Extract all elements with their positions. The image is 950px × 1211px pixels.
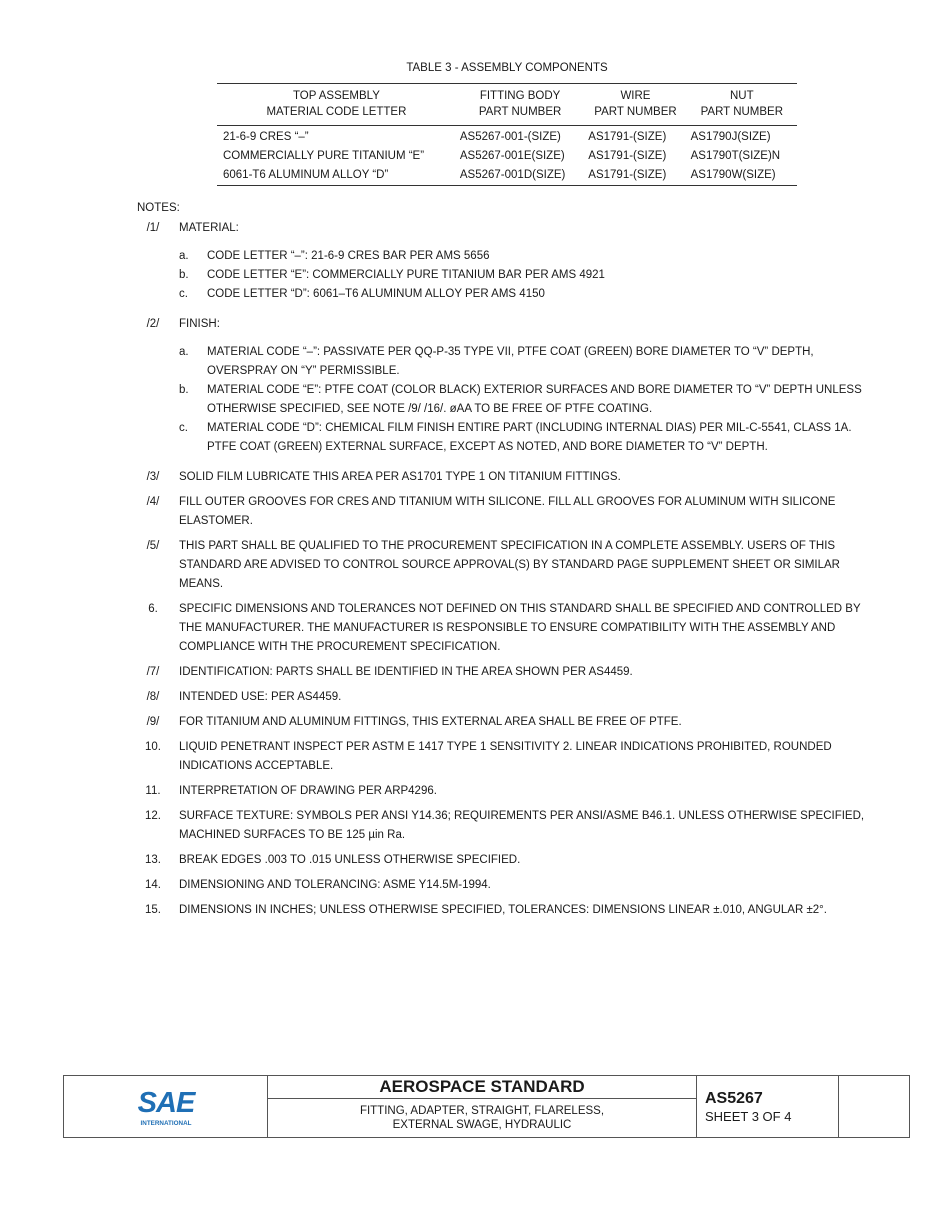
- table-cell: AS1791-(SIZE): [588, 169, 667, 181]
- note-item: [137, 663, 867, 682]
- note-number: /2/: [146, 318, 160, 330]
- logo-text: SAE: [137, 1087, 195, 1119]
- doc-number-cell: [697, 1076, 839, 1137]
- note-subitem: [179, 381, 867, 419]
- note-number: /4/: [146, 496, 160, 508]
- sae-logo: [134, 1085, 198, 1129]
- note-text: SPECIFIC DIMENSIONS AND TOLERANCES NOT DEFINED ON THIS STANDARD SHALL BE SPECIFIED AND CONTROLLED BY THE MANUFACTURER. THE MANUFACTURER IS RESPONSIBLE TO ENSURE COMPATIBILITY WITH THE ASSEMBLY AND COMPLIANCE WITH THE PROCUREMENT SPECIFICATION.: [179, 603, 861, 653]
- note-text: INTERPRETATION OF DRAWING PER ARP4296.: [179, 785, 437, 797]
- subitem-text: CODE LETTER “D”: 6061–T6 ALUMINUM ALLOY PER AMS 4150: [207, 288, 545, 300]
- column-header-line: TOP ASSEMBLY: [292, 90, 380, 102]
- subitem-letter: b.: [179, 269, 189, 281]
- column-header: [687, 84, 797, 126]
- logo-subtext: INTERNATIONAL: [140, 1120, 192, 1127]
- table-cell: AS1790J(SIZE): [690, 131, 771, 143]
- note-text: IDENTIFICATION: PARTS SHALL BE IDENTIFIED IN THE AREA SHOWN PER AS4459.: [179, 666, 633, 678]
- note-item: [137, 468, 867, 487]
- table-cell: 21-6-9 CRES “–”: [223, 131, 309, 143]
- column-header-line: PART NUMBER: [594, 106, 677, 118]
- note-subitem: [179, 343, 867, 381]
- note-text: SURFACE TEXTURE: SYMBOLS PER ANSI Y14.36; REQUIREMENTS PER ANSI/ASME B46.1. UNLESS OTHERWISE SPECIFIED, MACHINED SURFACES TO BE 125 µin Ra.: [179, 810, 865, 841]
- note-subitem: [179, 247, 867, 266]
- column-header: [456, 84, 584, 126]
- note-item: [137, 688, 867, 707]
- note-item: [137, 851, 867, 870]
- note-text: FOR TITANIUM AND ALUMINUM FITTINGS, THIS EXTERNAL AREA SHALL BE FREE OF PTFE.: [179, 716, 682, 728]
- table-cell: AS1790T(SIZE)N: [690, 150, 781, 162]
- note-item: [137, 493, 867, 531]
- note-text: MATERIAL:: [179, 222, 239, 234]
- note-number: /1/: [146, 222, 160, 234]
- description-line-2: EXTERNAL SWAGE, HYDRAULIC: [392, 1119, 572, 1131]
- note-text: LIQUID PENETRANT INSPECT PER ASTM E 1417 TYPE 1 SENSITIVITY 2. LINEAR INDICATIONS PROHIBITED, ROUNDED INDICATIONS ACCEPTABLE.: [179, 741, 832, 772]
- note-subitem: [179, 419, 867, 457]
- notes-heading: NOTES:: [137, 202, 180, 214]
- note-subitem: [179, 285, 867, 304]
- notes-list: [137, 219, 867, 920]
- sheet-number: SHEET 3 OF 4: [705, 1109, 792, 1124]
- title-block: [63, 1075, 910, 1138]
- table-cell: AS5267-001D(SIZE): [459, 169, 566, 181]
- table-cell: AS5267-001-(SIZE): [459, 131, 561, 143]
- note-number: /8/: [146, 691, 160, 703]
- table-cell: AS1791-(SIZE): [588, 131, 667, 143]
- note-number: /5/: [146, 540, 160, 552]
- table-row: [217, 166, 797, 186]
- note-text: FILL OUTER GROOVES FOR CRES AND TITANIUM WITH SILICONE. FILL ALL GROOVES FOR ALUMINUM WITH SILICONE ELASTOMER.: [179, 496, 836, 527]
- note-number: 13.: [145, 854, 161, 866]
- table-cell: AS5267-001E(SIZE): [459, 150, 565, 162]
- subitem-text: MATERIAL CODE “E”: PTFE COAT (COLOR BLACK) EXTERIOR SURFACES AND BORE DIAMETER TO “V” DEPTH UNLESS OTHERWISE SPECIFIED, SEE NOTE /9/ /16/. øAA TO BE FREE OF PTFE COATING.: [207, 384, 862, 415]
- column-header: [584, 84, 686, 126]
- note-text: INTENDED USE: PER AS4459.: [179, 691, 342, 703]
- table-cell: AS1791-(SIZE): [588, 150, 667, 162]
- note-item: [137, 315, 867, 457]
- column-header-line: WIRE: [620, 90, 651, 102]
- column-header-line: PART NUMBER: [700, 106, 784, 118]
- note-number: 15.: [145, 904, 161, 916]
- title-cell: [268, 1076, 697, 1137]
- note-item: [137, 600, 867, 657]
- subitem-text: MATERIAL CODE “–”: PASSIVATE PER QQ-P-35 TYPE VII, PTFE COAT (GREEN) BORE DIAMETER TO “V” DEPTH, OVERSPRAY ON “Y” PERMISSIBLE.: [207, 346, 814, 377]
- note-number: /9/: [146, 716, 160, 728]
- note-subitem: [179, 266, 867, 285]
- revision-cell: [839, 1076, 909, 1137]
- note-item: [137, 219, 867, 304]
- table-header-row: [217, 84, 797, 126]
- note-number: 14.: [145, 879, 161, 891]
- subitem-letter: b.: [179, 384, 189, 396]
- table-cell: AS1790W(SIZE): [690, 169, 776, 181]
- subitem-letter: a.: [179, 250, 189, 262]
- note-item: [137, 713, 867, 732]
- subitem-letter: c.: [179, 288, 188, 300]
- note-subitems: [179, 247, 867, 304]
- note-item: [137, 876, 867, 895]
- note-number: /3/: [146, 471, 160, 483]
- column-header-line: NUT: [730, 90, 754, 102]
- column-header: [217, 84, 456, 126]
- note-text: DIMENSIONING AND TOLERANCING: ASME Y14.5M-1994.: [179, 879, 491, 891]
- logo-cell: [64, 1076, 268, 1137]
- subitem-text: CODE LETTER “E”: COMMERCIALLY PURE TITANIUM BAR PER AMS 4921: [207, 269, 605, 281]
- note-item: [137, 807, 867, 845]
- table-cell: 6061-T6 ALUMINUM ALLOY “D”: [223, 169, 389, 181]
- note-item: [137, 782, 867, 801]
- table-row: [217, 147, 797, 166]
- table-row: [217, 126, 797, 148]
- table-title: TABLE 3 - ASSEMBLY COMPONENTS: [406, 62, 608, 74]
- note-number: /7/: [146, 666, 160, 678]
- note-item: [137, 901, 867, 920]
- note-item: [137, 738, 867, 776]
- subitem-letter: c.: [179, 422, 188, 434]
- note-text: THIS PART SHALL BE QUALIFIED TO THE PROCUREMENT SPECIFICATION IN A COMPLETE ASSEMBLY. USERS OF THIS STANDARD ARE ADVISED TO CONTROL SOURCE APPROVAL(S) BY STANDARD PAGE SUPPLEMENT SHEET OR SIMILAR MEANS.: [179, 540, 840, 590]
- note-item: [137, 537, 867, 594]
- notes-section: [137, 199, 867, 926]
- note-number: 11.: [145, 785, 161, 797]
- subitem-text: CODE LETTER “–”: 21-6-9 CRES BAR PER AMS 5656: [207, 250, 490, 262]
- note-text: SOLID FILM LUBRICATE THIS AREA PER AS1701 TYPE 1 ON TITANIUM FITTINGS.: [179, 471, 621, 483]
- note-number: 12.: [145, 810, 161, 822]
- note-number: 10.: [145, 741, 161, 753]
- table-cell: COMMERCIALLY PURE TITANIUM “E”: [223, 150, 425, 162]
- column-header-line: FITTING BODY: [479, 90, 561, 102]
- note-number: 6.: [148, 603, 158, 615]
- description-line-1: FITTING, ADAPTER, STRAIGHT, FLARELESS,: [359, 1105, 605, 1117]
- column-header-line: PART NUMBER: [478, 106, 562, 118]
- subitem-letter: a.: [179, 346, 189, 358]
- standard-header: AEROSPACE STANDARD: [268, 1076, 696, 1099]
- column-header-line: MATERIAL CODE LETTER: [266, 106, 407, 118]
- assembly-components-table: [217, 83, 797, 186]
- part-description: [268, 1099, 696, 1132]
- subitem-text: MATERIAL CODE “D”: CHEMICAL FILM FINISH ENTIRE PART (INCLUDING INTERNAL DIAS) PER MIL-C-5541, CLASS 1A. PTFE COAT (GREEN) EXTERNAL SURFACE, EXCEPT AS NOTED, AND BORE DIAMETER TO “V” DEPTH.: [207, 422, 852, 453]
- note-text: FINISH:: [179, 318, 220, 330]
- doc-number: AS5267: [705, 1090, 763, 1107]
- note-text: BREAK EDGES .003 TO .015 UNLESS OTHERWISE SPECIFIED.: [179, 854, 521, 866]
- note-subitems: [179, 343, 867, 457]
- note-text: DIMENSIONS IN INCHES; UNLESS OTHERWISE SPECIFIED, TOLERANCES: DIMENSIONS LINEAR ±.010, ANGULAR ±2°.: [179, 904, 827, 916]
